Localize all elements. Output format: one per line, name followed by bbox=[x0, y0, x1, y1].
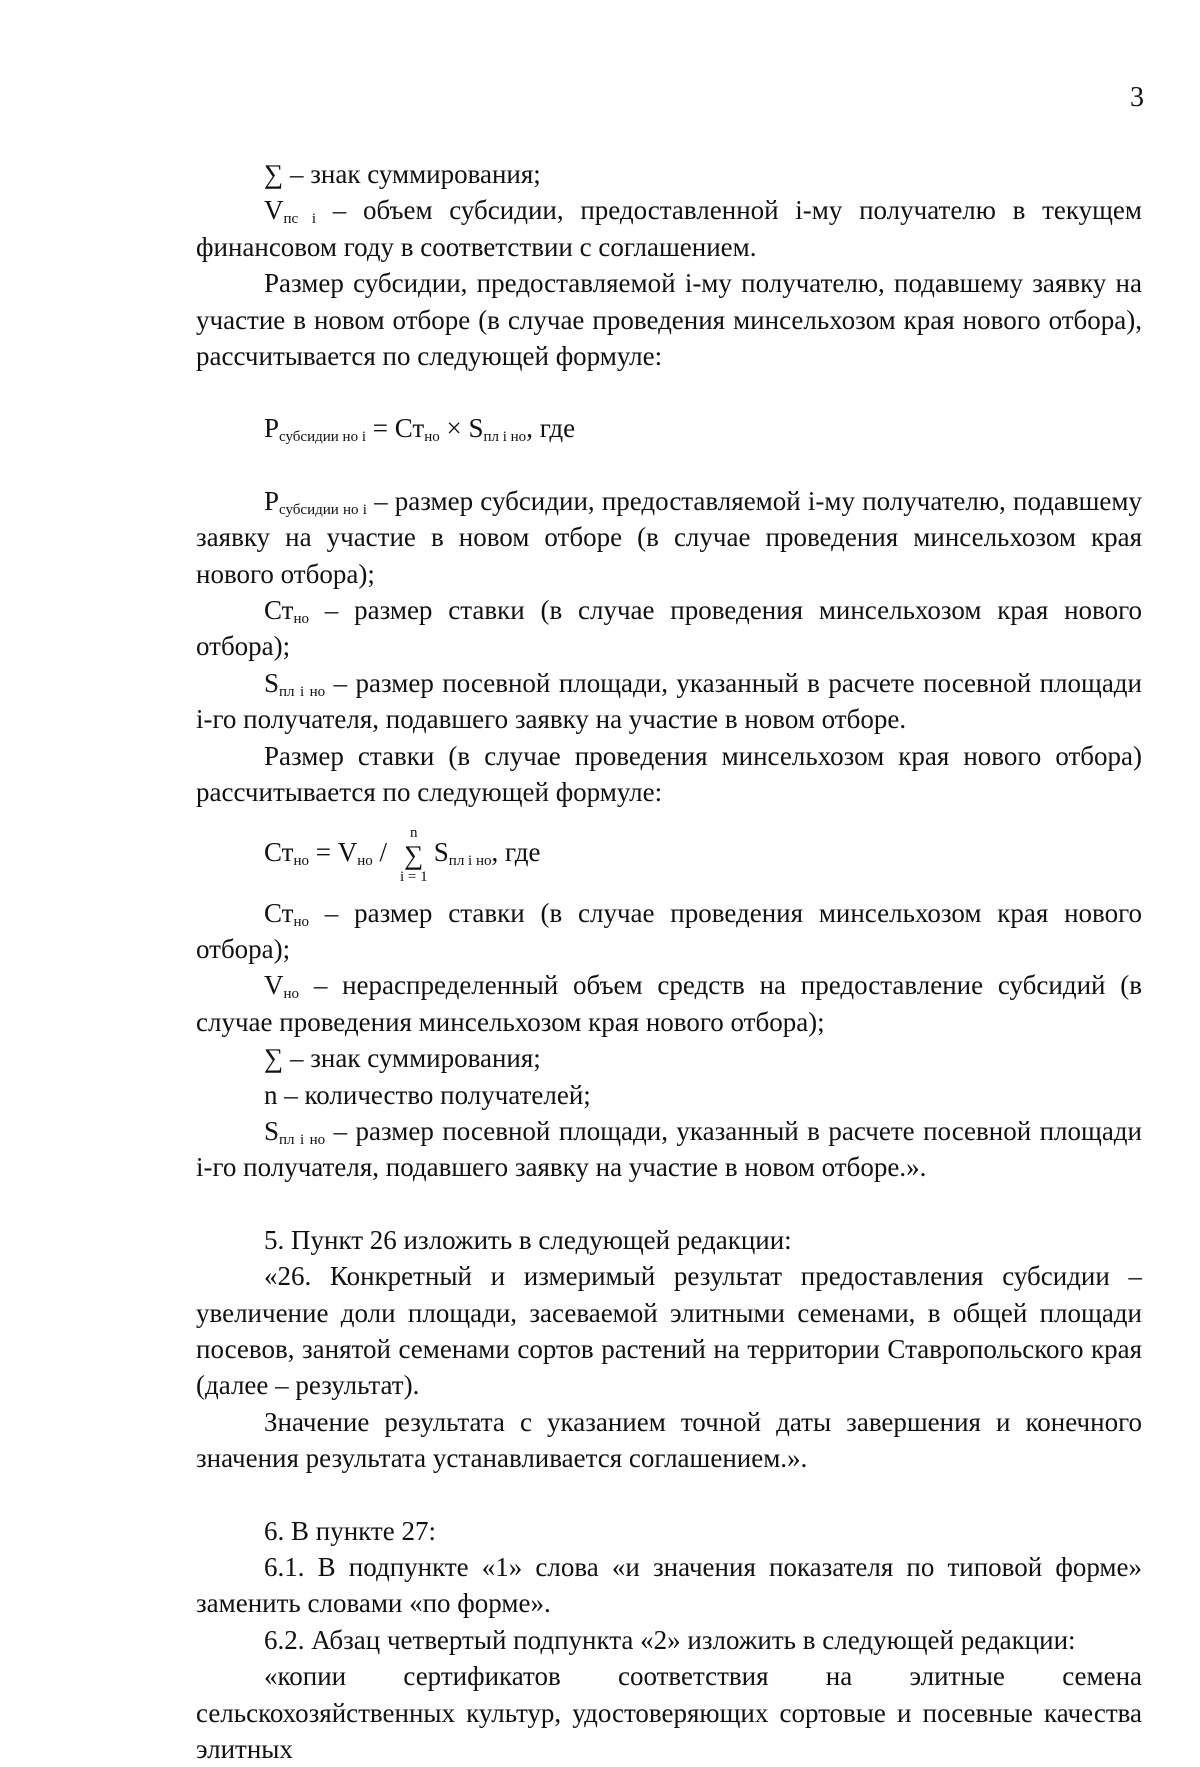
paragraph-n-def: n – количество получателей; bbox=[264, 1079, 591, 1110]
paragraph-item-6-2: 6.2. Абзац четвертый подпункта «2» изложить в следующей редакции: bbox=[264, 1624, 1076, 1655]
paragraph-item-26: «26. Конкретный и измеримый результат предоставления субсидии – увеличение доли площади, засеваемой элитными семенами, в общей площади посевов, занятой семенами сортов растений на территории Ставропольского края (далее – результат). bbox=[196, 1261, 1142, 1401]
spacer bbox=[196, 1477, 1142, 1513]
formula-rate: $Ст_{но} = V_{но}$ / n ∑ i = 1 $S_{пл i но}$, где bbox=[264, 824, 541, 885]
page-number: 3 bbox=[1130, 82, 1144, 113]
spacer bbox=[196, 374, 1142, 410]
paragraph-ct-def-2: $Ст_{но}$ – размер ставки (в случае проведения минсельхозом края нового отбора); bbox=[196, 897, 1142, 964]
sum-symbol: ∑ bbox=[264, 1043, 284, 1074]
paragraph-result-value: Значение результата с указанием точной даты завершения и конечного значения результата устанавливается соглашением.». bbox=[196, 1406, 1142, 1474]
document-body bbox=[196, 156, 1142, 1767]
spacer bbox=[196, 447, 1142, 483]
paragraph-item-6-1: 6.1. В подпункте «1» слова «и значения показателя по типовой форме» заменить словами «по форме». bbox=[196, 1552, 1142, 1619]
paragraph-rate-formula-intro: Размер ставки (в случае проведения минсельхозом края нового отбора) рассчитывается по следующей формуле: bbox=[196, 740, 1142, 808]
paragraph-v-ps: $V_{пс i}$ – объем субсидии, предоставленной i-му получателю в текущем финансовом году в соответствии с соглашением. bbox=[196, 195, 1142, 262]
paragraph-v-def: $V_{но}$ – нераспределенный объем средств на предоставление субсидий (в случае проведения минсельхозом края нового отбора); bbox=[196, 970, 1142, 1037]
summation-operator: n ∑ i = 1 bbox=[396, 825, 432, 885]
paragraph-item-6: 6. В пункте 27: bbox=[264, 1515, 436, 1546]
spacer bbox=[196, 1186, 1142, 1222]
paragraph-p-subsidy-def: $P_{субсидии но i}$ – размер субсидии, предоставляемой i-му получателю, подавшему заявку на участие в новом отборе (в случае проведения минсельхозом края нового отбора); bbox=[196, 485, 1142, 589]
paragraph-item-5: 5. Пункт 26 изложить в следующей редакции: bbox=[264, 1224, 792, 1255]
paragraph-sum-sign-2: ∑ – знак суммирования; bbox=[264, 1043, 541, 1074]
paragraph-certificates: «копии сертификатов соответствия на элитные семена сельскохозяйственных культур, удостоверяющих сортовые и посевные качества элитных bbox=[196, 1661, 1142, 1765]
paragraph-subsidy-size: Размер субсидии, предоставляемой i-му получателю, подавшему заявку на участие в новом отборе (в случае проведения минсельхозом края нового отбора), рассчитывается по следующей формуле: bbox=[196, 268, 1142, 372]
formula-subsidy: $P_{субсидии но i} = Ст_{но} \times S_{пл i но}$, где bbox=[264, 413, 576, 446]
paragraph-ct-def: $Ст_{но}$ – размер ставки (в случае проведения минсельхозом края нового отбора); bbox=[196, 595, 1142, 662]
paragraph-s-def: $S_{пл i но}$ – размер посевной площади, указанный в расчете посевной площади i-го получателя, подавшего заявку на участие в новом отборе. bbox=[196, 667, 1142, 735]
sum-symbol: ∑ bbox=[264, 159, 284, 189]
paragraph-sum-sign: ∑ – знак суммирования; bbox=[264, 159, 541, 189]
sum-symbol: ∑ bbox=[404, 839, 424, 870]
paragraph-s-def-2: $S_{пл i но}$ – размер посевной площади, указанный в расчете посевной площади i-го получателя, подавшего заявку на участие в новом отборе.». bbox=[196, 1115, 1142, 1183]
